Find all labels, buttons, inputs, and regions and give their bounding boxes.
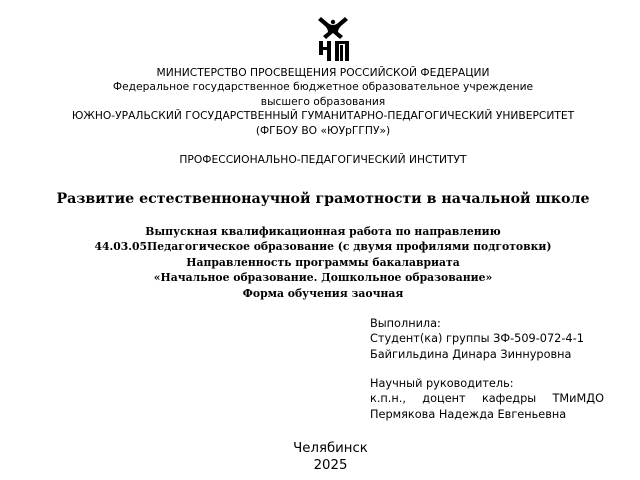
university-name: ЮЖНО-УРАЛЬСКИЙ ГОСУДАРСТВЕННЫЙ ГУМАНИТАРНО-ПЕДАГОГИЧЕСКИЙ УНИВЕРСИТЕТ [71, 109, 575, 122]
supervisor-department: ТМиМДО [552, 392, 604, 406]
study-direction: 44.03.05Педагогическое образование (с двумя профилями подготовки) [94, 240, 552, 253]
year: 2025 [313, 458, 348, 473]
university-logo [313, 14, 353, 64]
author-block [370, 316, 635, 362]
education-level: высшего образования [260, 95, 386, 108]
ministry-name: МИНИСТЕРСТВО ПРОСВЕЩЕНИЯ РОССИЙСКОЙ ФЕДЕРАЦИИ [156, 66, 490, 79]
university-emblem-icon [318, 17, 349, 61]
supervisor-name: Пермякова Надежда Евгеньевна [370, 407, 567, 421]
program-profiles: «Начальное образование. Дошкольное образование» [153, 271, 493, 284]
student-name: Байгильдина Динара Зиннуровна [370, 347, 572, 361]
institution-type: Федеральное государственное бюджетное образовательное учреждение [112, 80, 534, 93]
supervisor-label: Научный руководитель: [370, 377, 514, 390]
supervisor-position [370, 391, 604, 406]
work-type: Выпускная квалификационная работа по направлению [145, 225, 501, 238]
supervisor-block [370, 376, 635, 422]
thesis-title: Развитие естественнонаучной грамотности в начальной школе [56, 191, 590, 207]
city: Челябинск [293, 441, 368, 456]
supervisor-title: доцент [422, 392, 466, 406]
institute-name: ПРОФЕССИОНАЛЬНО-ПЕДАГОГИЧЕСКИЙ ИНСТИТУТ [179, 153, 467, 166]
student-group: Студент(ка) группы ЗФ-509-072-4-1 [370, 332, 584, 346]
supervisor-degree: к.п.н., [370, 392, 406, 406]
university-abbreviation: (ФГБОУ ВО «ЮУрГГПУ») [255, 124, 391, 137]
supervisor-department-word: кафедры [481, 392, 537, 406]
program-orientation: Направленность программы бакалавриата [186, 256, 460, 269]
author-label: Выполнила: [370, 317, 441, 330]
study-form: Форма обучения заочная [242, 287, 404, 300]
